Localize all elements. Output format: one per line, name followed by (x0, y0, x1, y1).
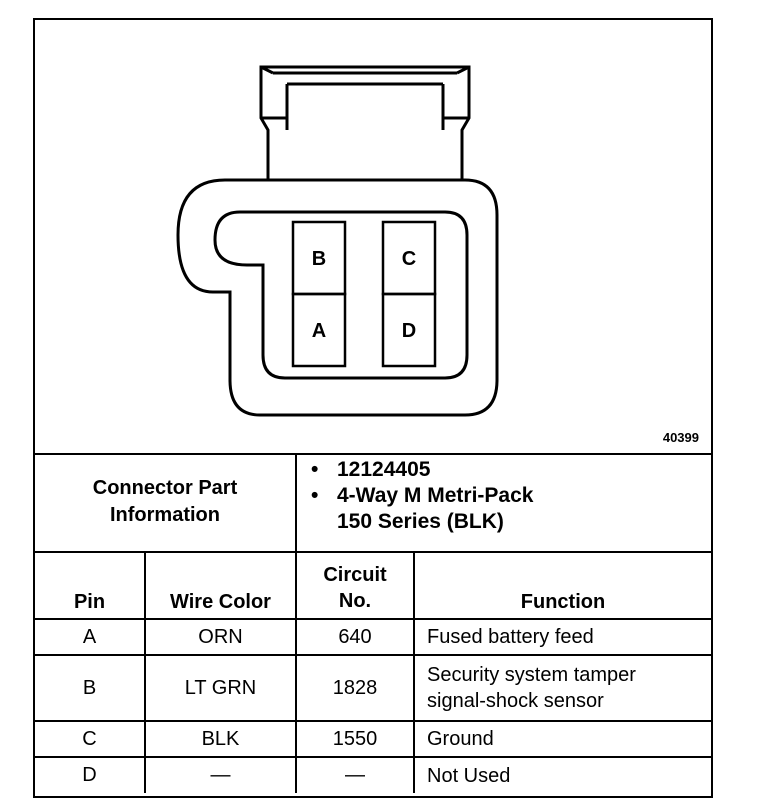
connector-diagram (35, 20, 711, 455)
row-c-function (414, 721, 711, 757)
row-a-circuit: 640 (296, 619, 414, 655)
header-circuit-no (296, 552, 414, 619)
locking-tab (261, 67, 469, 180)
row-d-pin: D (35, 757, 145, 793)
part-number: • 12124405 (337, 457, 711, 483)
row-a-pin: A (35, 619, 145, 655)
pin-c-label: C (401, 248, 417, 270)
table-row (35, 757, 711, 793)
header-function: Function (414, 552, 711, 619)
row-c-pin: C (35, 721, 145, 757)
row-a-function-line1: Fused battery feed (427, 626, 594, 648)
connector-sheet (33, 18, 713, 798)
row-c-function-line1: Ground (427, 728, 494, 750)
row-b-pin: B (35, 655, 145, 721)
header-pin: Pin (35, 552, 145, 619)
part-info-title-line2: Information (110, 504, 220, 526)
figure-number: 40399 (662, 430, 699, 445)
row-a-wire-color: ORN (145, 619, 296, 655)
row-a-function (414, 619, 711, 655)
header-circuit-line2: No. (338, 590, 372, 612)
row-d-function-line1: Not Used (427, 764, 511, 787)
row-b-function-line2: signal-shock sensor (427, 690, 604, 712)
part-info-details (296, 453, 711, 552)
header-wire-color: Wire Color (145, 552, 296, 619)
row-c-circuit: 1550 (296, 721, 414, 757)
table-row (35, 655, 711, 721)
row-b-function-line1: Security system tamper (427, 664, 636, 686)
part-info-row (35, 453, 711, 552)
header-circuit-line1: Circuit (323, 564, 387, 586)
part-info-title (35, 453, 296, 552)
row-b-wire-color: LT GRN (145, 655, 296, 721)
part-description: • 4-Way M Metri-Pack 150 Series (BLK) (337, 483, 711, 535)
table-header-row (35, 552, 711, 619)
row-d-circuit: — (296, 757, 414, 793)
row-d-wire-color: — (145, 757, 296, 793)
pin-a-label: A (311, 320, 327, 342)
part-info-title-line1: Connector Part (92, 477, 238, 499)
pinout-table (35, 453, 711, 793)
row-c-wire-color: BLK (145, 721, 296, 757)
table-row (35, 619, 711, 655)
row-b-function (414, 655, 711, 721)
pin-b-label: B (311, 248, 327, 270)
pin-d-label: D (401, 320, 417, 342)
table-row (35, 721, 711, 757)
row-b-circuit: 1828 (296, 655, 414, 721)
row-d-function (414, 757, 711, 793)
connector-face-drawing (35, 20, 711, 453)
